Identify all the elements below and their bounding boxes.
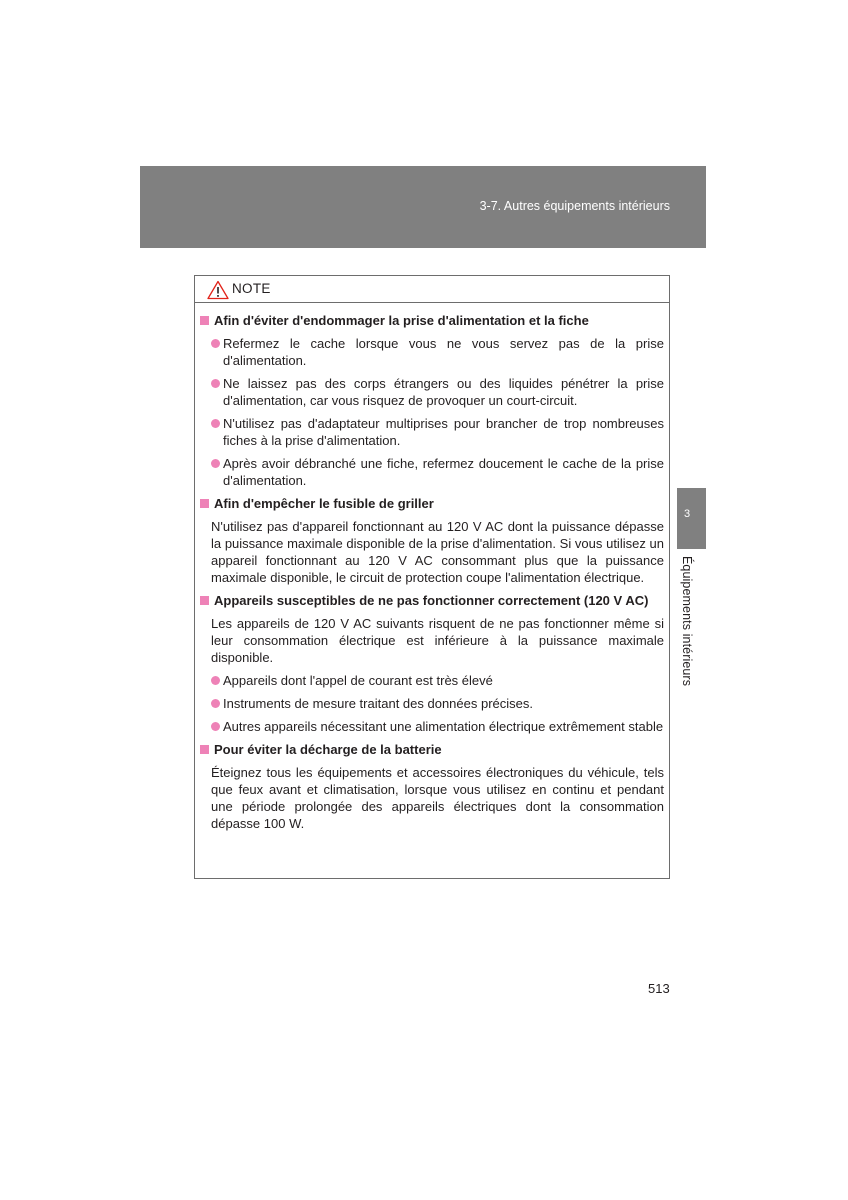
pink-dot-icon	[211, 419, 220, 428]
header-band	[140, 166, 706, 248]
section-paragraph: Éteignez tous les équipements et accessoires électroniques du véhicule, tels que feux avant et climatisation, lorsque vous utilisez en continu et pendant une période prolongée des appareils électriques dont la consommation dépasse 100 W.	[211, 765, 664, 831]
pink-dot-icon	[211, 722, 220, 731]
bullet-item: Instruments de mesure traitant des données précises.	[211, 695, 664, 712]
page-number: 513	[648, 981, 670, 996]
bullet-item: Autres appareils nécessitant une alimentation électrique extrêmement stable	[211, 718, 664, 735]
section-heading: Afin d'empêcher le fusible de griller	[198, 495, 669, 512]
section-title: 3-7. Autres équipements intérieurs	[479, 199, 670, 213]
square-bullet-icon	[200, 499, 209, 508]
note-header	[195, 276, 669, 303]
bullet-item: Après avoir débranché une fiche, refermez doucement le cache de la prise d'alimentation.	[211, 455, 664, 489]
section-heading: Pour éviter la décharge de la batterie	[198, 741, 669, 758]
section-heading: Afin d'éviter d'endommager la prise d'alimentation et la fiche	[198, 312, 669, 329]
chapter-label: Équipements intérieurs	[680, 556, 694, 687]
note-body	[195, 302, 669, 832]
chapter-tab	[677, 488, 706, 549]
section-paragraph: N'utilisez pas d'appareil fonctionnant au 120 V AC dont la puissance dépasse la puissance maximale disponible de la prise d'alimentation. Si vous utilisez un appareil fonctionnant au 120 V AC consommant plus que la puissance maximale disponible, le circuit de protection coupe l'alimentation électrique.	[211, 519, 664, 585]
section-paragraph: Les appareils de 120 V AC suivants risquent de ne pas fonctionner même si leur consommation électrique est inférieure à la puissance maximale disponible.	[211, 616, 664, 665]
pink-dot-icon	[211, 699, 220, 708]
pink-dot-icon	[211, 339, 220, 348]
square-bullet-icon	[200, 316, 209, 325]
note-title: NOTE	[232, 281, 271, 296]
square-bullet-icon	[200, 596, 209, 605]
bullet-item: Refermez le cache lorsque vous ne vous servez pas de la prise d'alimentation.	[211, 335, 664, 369]
bullet-item: N'utilisez pas d'adaptateur multiprises pour brancher de trop nombreuses fiches à la prise d'alimentation.	[211, 415, 664, 449]
note-box	[194, 275, 670, 879]
bullet-item: Appareils dont l'appel de courant est très élevé	[211, 672, 664, 689]
pink-dot-icon	[211, 459, 220, 468]
pink-dot-icon	[211, 379, 220, 388]
pink-dot-icon	[211, 676, 220, 685]
chapter-number: 3	[683, 508, 691, 520]
section-heading: Appareils susceptibles de ne pas fonctionner correctement (120 V AC)	[198, 592, 669, 609]
bullet-item: Ne laissez pas des corps étrangers ou des liquides pénétrer la prise d'alimentation, car vous risquez de provoquer un court-circuit.	[211, 375, 664, 409]
square-bullet-icon	[200, 745, 209, 754]
warning-icon	[207, 280, 229, 300]
